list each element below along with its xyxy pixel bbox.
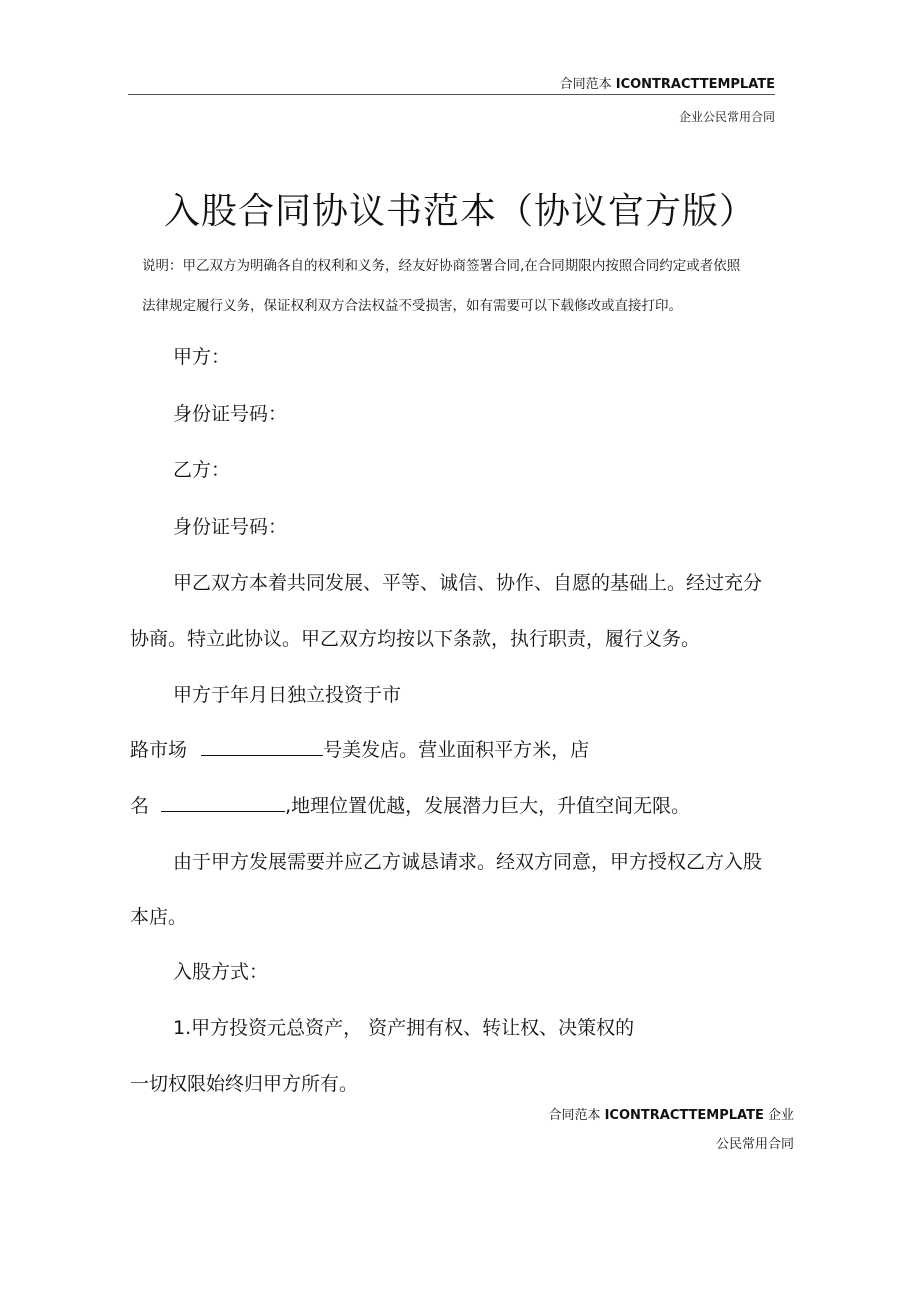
paragraph-3-line-1: 由于甲方发展需要并应乙方诚恳请求。经双方同意，甲方授权乙方入股 xyxy=(173,851,763,873)
paragraph-1-line-2: 协商。特立此协议。甲乙双方均按以下条款，执行职责，履行义务。 xyxy=(130,628,701,650)
shop-number-text: 号美发店。营业面积平方米，店 xyxy=(323,739,590,761)
item-1-line-2: 一切权限始终归甲方所有。 xyxy=(130,1073,359,1095)
header-brand-cn: 合同范本 xyxy=(559,77,612,92)
party-b-id-label: 身份证号码： xyxy=(173,516,288,538)
footer-subtitle: 公民常用合同 xyxy=(715,1137,794,1152)
footer-brand xyxy=(548,1104,794,1123)
note-line-1: 说明：甲乙双方为明确各自的权利和义务，经友好协商签署合同,在合同期限内按照合同约定或者依照 xyxy=(142,258,741,274)
shop-name-blank[interactable] xyxy=(161,793,285,812)
party-a-label: 甲方： xyxy=(173,346,231,368)
header-divider xyxy=(128,94,775,95)
section-heading: 入股方式： xyxy=(173,961,269,983)
footer-brand-cn: 合同范本 xyxy=(548,1108,601,1123)
market-name-blank[interactable] xyxy=(201,737,323,756)
shop-name-label: 名 xyxy=(130,795,150,817)
document-title: 入股合同协议书范本（协议官方版） xyxy=(163,191,756,232)
footer-brand-en: ICONTRACTTEMPLATE xyxy=(604,1108,764,1123)
header-brand-en: ICONTRACTTEMPLATE xyxy=(615,77,775,92)
party-a-id-label: 身份证号码： xyxy=(173,403,288,425)
paragraph-1-line-1: 甲乙双方本着共同发展、平等、诚信、协作、自愿的基础上。经过充分 xyxy=(173,572,763,594)
paragraph-2-line-3 xyxy=(130,791,690,818)
footer-brand-tail: 企业 xyxy=(767,1108,794,1123)
item-1-line-1: 1.甲方投资元总资产， 资产拥有权、转让权、决策权的 xyxy=(173,1017,635,1039)
location-text: ,地理位置优越，发展潜力巨大，升值空间无限。 xyxy=(285,795,691,817)
paragraph-3-line-2: 本店。 xyxy=(130,906,188,928)
party-b-label: 乙方： xyxy=(173,459,231,481)
paragraph-2-line-2 xyxy=(130,735,589,762)
header-subtitle: 企业公民常用合同 xyxy=(678,110,775,124)
note-line-2: 法律规定履行义务，保证权利双方合法权益不受损害，如有需要可以下载修改或直接打印。 xyxy=(142,298,682,314)
header-brand xyxy=(560,73,775,92)
paragraph-2-line-1: 甲方于年月日独立投资于市 xyxy=(173,684,402,706)
market-label: 路市场 xyxy=(130,739,188,761)
